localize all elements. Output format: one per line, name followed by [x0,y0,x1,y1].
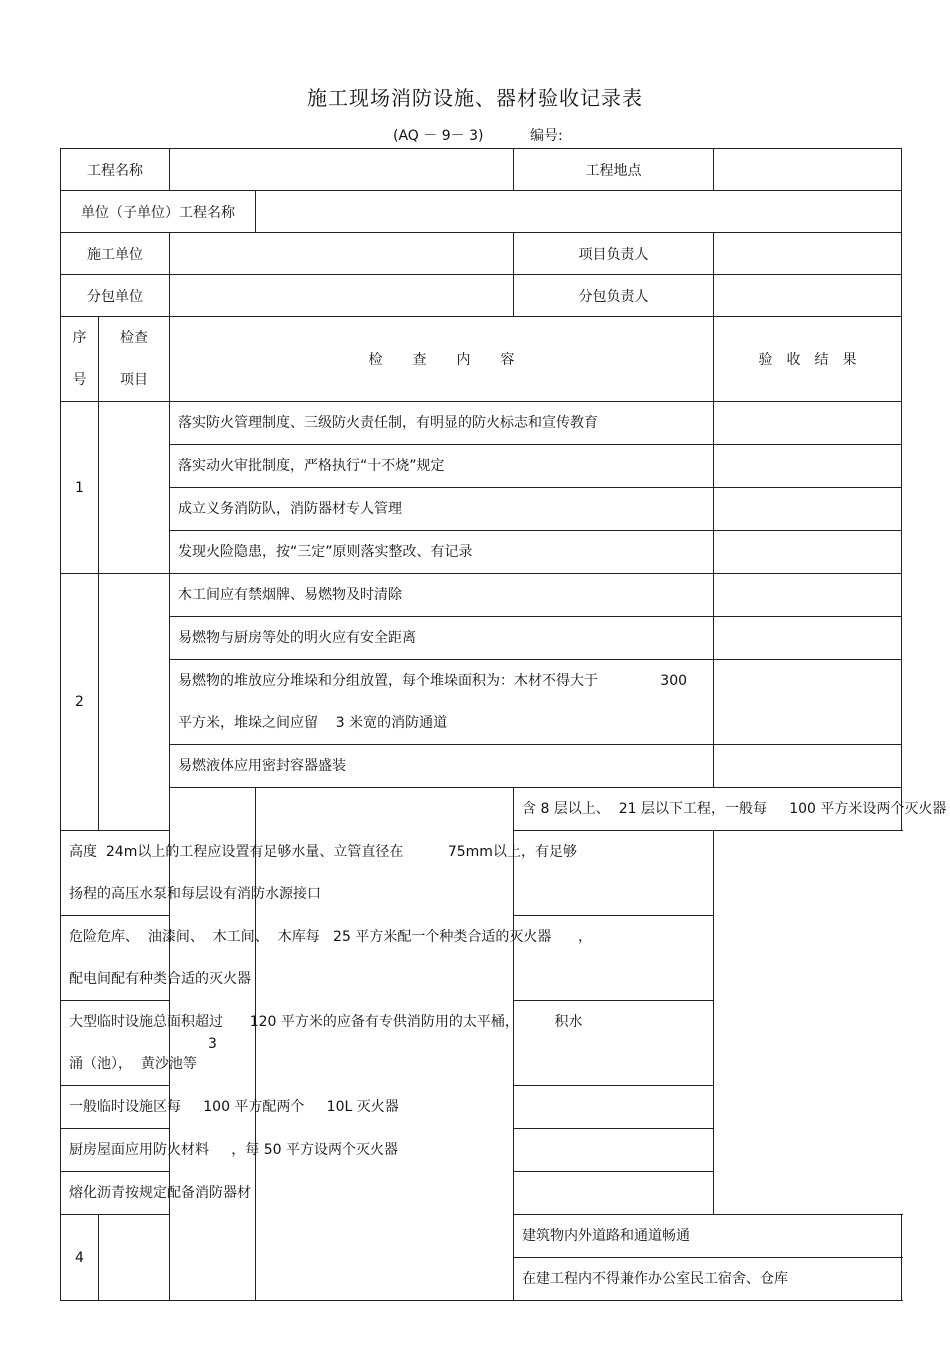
check-content-item [61,1129,398,1172]
result-cell[interactable] [514,1129,714,1172]
project-name-value[interactable] [170,149,514,191]
check-content-line: 平方米，堆垛之间应留 3 米宽的消防通道 [178,715,448,731]
check-content-line: 落实动火审批制度，严格执行“十不烧”规定 [178,458,445,474]
project-location-value[interactable] [714,149,902,191]
check-content-line: 含 8 层以上、 21 层以下工程，一般每 100 平方米设两个灭火器 [522,801,947,817]
result-cell[interactable] [514,1086,714,1129]
table-row [61,788,902,831]
table-row [61,445,902,488]
check-content-item [170,745,714,788]
result-cell[interactable] [714,531,902,574]
row-project-name [61,149,902,191]
check-content-line: 木工间应有禁烟牌、易燃物及时清除 [178,587,402,603]
check-item-header-a: 检查 [120,330,148,346]
result-cell[interactable] [714,574,902,617]
row-subcontractor [61,275,902,317]
result-cell[interactable] [714,660,902,745]
sub-manager-label: 分包负责人 [514,275,714,317]
sub-manager-value[interactable] [714,275,902,317]
result-cell[interactable] [714,488,902,531]
check-item-header-b: 项目 [120,372,148,388]
check-content-line: 成立义务消防队，消防器材专人管理 [178,501,402,517]
check-content-item [170,445,714,488]
check-content-item [170,660,714,745]
check-content-line: 易燃物的堆放应分堆垛和分组放置，每个堆垛面积为：木材不得大于 300 [178,673,688,689]
check-content-item [170,574,714,617]
seq-header-a: 序 [72,330,87,346]
table-row [61,574,902,617]
check-content-item [61,916,593,1001]
result-cell[interactable] [714,402,902,445]
group-number: 4 [61,1215,99,1301]
contractor-label: 施工单位 [61,233,170,275]
check-item-cell[interactable] [256,788,514,1301]
seq-header-b: 号 [72,372,87,388]
table-row [61,617,902,660]
check-content-line: 建筑物内外道路和通道畅通 [522,1228,690,1244]
check-content-line: 危险危库、 油漆间、 木工间、 木库每 25 平方米配一个种类合适的灭火器 ， [69,929,593,945]
row-unit-project [61,191,902,233]
result-cell[interactable] [714,617,902,660]
check-content-line: 在建工程内不得兼作办公室民工宿舍、仓库 [522,1271,788,1287]
inspection-table [60,148,947,1301]
project-manager-label: 项目负责人 [514,233,714,275]
check-content-item [170,617,714,660]
table-row [61,531,902,574]
form-code: (AQ － 9－ 3) [393,128,484,144]
check-content-header: 检查内容 [170,317,714,402]
check-item-header [99,317,170,402]
check-content-item [61,1001,583,1086]
row-contractor [61,233,902,275]
group-number: 2 [61,574,99,831]
check-content-item [514,1215,902,1258]
check-content-line: 配电间配有种类合适的灭火器 [69,971,251,987]
group-number: 1 [61,402,99,574]
project-manager-value[interactable] [714,233,902,275]
table-row [61,660,902,745]
table-row [61,745,902,788]
check-content-line: 易燃物与厨房等处的明火应有安全距离 [178,630,416,646]
check-content-line: 厨房屋面应用防火材料 ，每 50 平方设两个灭火器 [69,1142,398,1158]
check-content-line: 易燃液体应用密封容器盛装 [178,758,346,774]
check-item-cell[interactable] [99,1215,170,1301]
inspection-groups [61,402,947,1301]
check-content-line: 熔化沥青按规定配备消防器材 [69,1185,251,1201]
project-location-label: 工程地点 [514,149,714,191]
check-content-item [170,488,714,531]
check-content-item [514,788,947,831]
check-content-line: 发现火险隐患，按“三定”原则落实整改、有记录 [178,544,473,560]
check-content-line: 扬程的高压水泵和每层设有消防水源接口 [69,886,321,902]
result-header: 验收结果 [714,317,902,402]
group-number: 3 [170,788,256,1301]
check-content-item [514,1258,902,1301]
table-row [61,402,902,445]
check-content-item [170,402,714,445]
check-item-cell[interactable] [99,402,170,574]
check-content-line: 高度 24m以上的工程应设置有足够水量、立管直径在 75mm以上，有足够 [69,844,577,860]
unit-project-value[interactable] [256,191,902,233]
serial-number-label: 编号: [530,128,563,144]
check-content-item [61,831,577,916]
check-content-item [61,1172,256,1215]
result-cell[interactable] [714,745,902,788]
check-content-line: 落实防火管理制度、三级防火责任制，有明显的防火标志和宣传教育 [178,415,598,431]
seq-header [61,317,99,402]
check-content-line: 一般临时设施区每 100 平方配两个 10L 灭火器 [69,1099,399,1115]
page-title: 施工现场消防设施、器材验收记录表 [307,86,643,110]
check-content-item [170,531,714,574]
contractor-value[interactable] [170,233,514,275]
row-column-headers [61,317,902,402]
result-cell[interactable] [514,1172,714,1215]
check-content-line: 大型临时设施总面积超过 120 平方米的应备有专供消防用的太平桶， 积水 [69,1014,583,1030]
check-content-line: 涌（池）， 黄沙池等 [69,1056,197,1072]
check-content-item [61,1086,399,1129]
subcontractor-value[interactable] [170,275,514,317]
result-cell[interactable] [714,445,902,488]
check-item-cell[interactable] [99,574,170,831]
project-name-label: 工程名称 [61,149,170,191]
subcontractor-label: 分包单位 [61,275,170,317]
unit-project-label: 单位（子单位）工程名称 [61,191,256,233]
table-row [61,488,902,531]
